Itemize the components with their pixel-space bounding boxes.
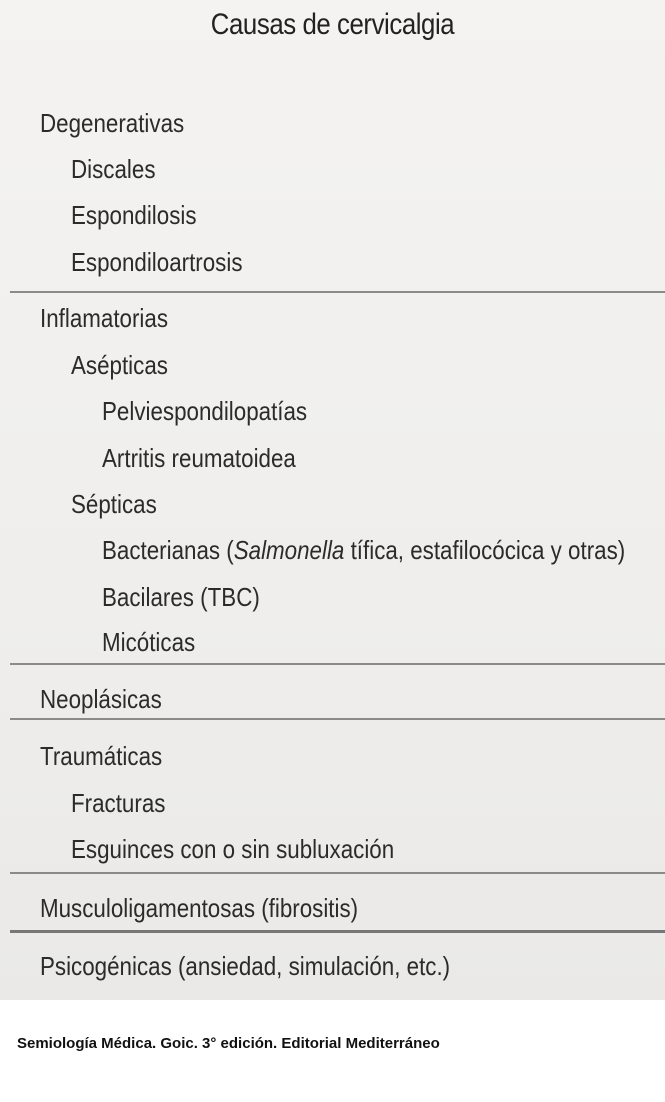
list-item: Fracturas <box>71 788 166 818</box>
bacterianas-italic: Salmonella <box>233 535 345 565</box>
source-caption: Semiología Médica. Goic. 3° edición. Editorial Mediterráneo <box>17 1035 440 1052</box>
list-item: Pelviespondilopatías <box>102 396 308 426</box>
category-degenerativas: Degenerativas <box>40 108 185 138</box>
category-inflamatorias: Inflamatorias <box>40 303 169 333</box>
list-item: Micóticas <box>102 627 196 657</box>
list-item: Discales <box>71 154 156 184</box>
list-item: Artritis reumatoidea <box>102 443 296 473</box>
list-item: Espondilosis <box>71 200 197 230</box>
subcategory-asepticas: Asépticas <box>71 350 168 380</box>
section-divider <box>10 930 665 933</box>
section-divider <box>10 291 665 293</box>
section-divider <box>10 718 665 720</box>
list-item: Bacilares (TBC) <box>102 582 260 612</box>
category-musculoligamentosas: Musculoligamentosas (fibrositis) <box>40 893 359 923</box>
subcategory-septicas: Sépticas <box>71 489 157 519</box>
bacterianas-prefix: Bacterianas ( <box>102 535 234 565</box>
bacterianas-suffix: tífica, estafilocócica y otras) <box>344 535 626 565</box>
section-divider <box>10 872 665 874</box>
category-psicogenicas: Psicogénicas (ansiedad, simulación, etc.) <box>40 951 451 981</box>
list-item: Esguinces con o sin subluxación <box>71 834 395 864</box>
category-traumaticas: Traumáticas <box>40 741 163 771</box>
table-title: Causas de cervicalgia <box>210 8 455 41</box>
list-item: Espondiloartrosis <box>71 247 243 277</box>
category-neoplasicas: Neoplásicas <box>40 684 162 714</box>
section-divider <box>10 663 665 665</box>
list-item <box>102 535 625 566</box>
